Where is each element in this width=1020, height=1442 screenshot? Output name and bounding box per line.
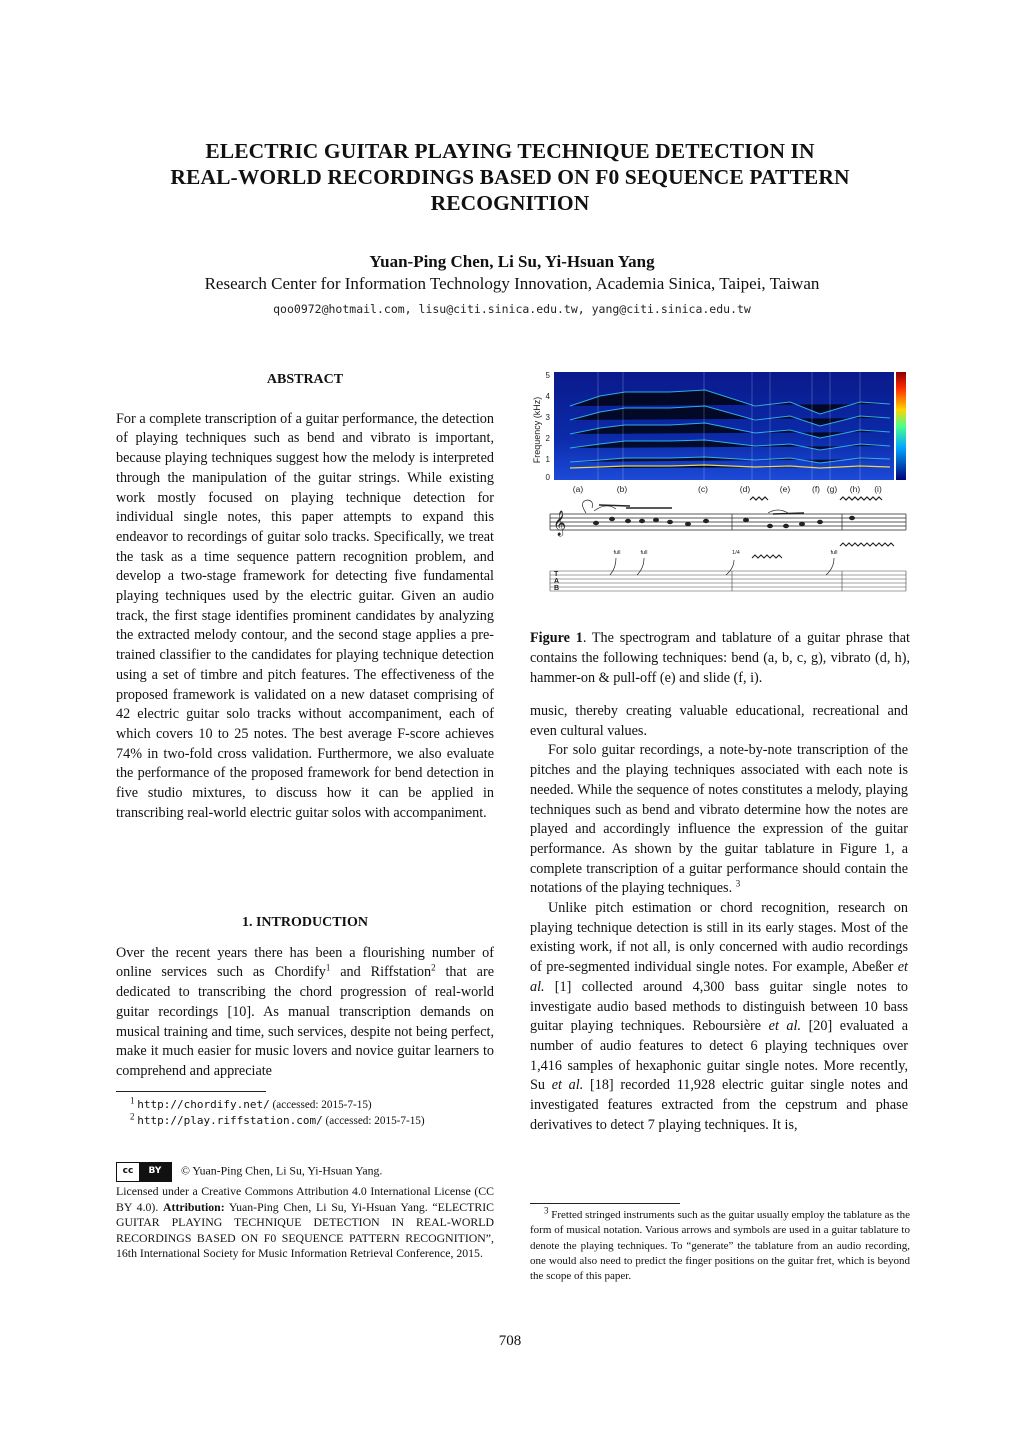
bend-mark-full-1: full (613, 550, 621, 556)
tab-vibrato-long-icon (840, 543, 894, 546)
right-paragraph-2: For solo guitar recordings, a note-by-note transcription of the pitches and the playing techniques associated with each note is needed. While the sequence of notes constitutes a melody, playing techniques such as bend and vibrato determine how the notes are played and accordingly influence the expression of the guitar performance. As shown by the guitar tablature in Figure 1, a complete transcription of a guitar performance should contain the notations of the playing techniques. $^3$ (530, 742, 908, 897)
footnote-1: $^1$ http://chordify.net/ (accessed: 2015-7-15) (130, 1095, 372, 1111)
figure-caption: Figure 1. The spectrogram and tablature of a guitar phrase that contains the following techniques: bend (a, b, c, g), vibrato (d, h), hammer-on & pull-off (e) and slide (f, i). (530, 630, 910, 686)
intro-heading: 1. INTRODUCTION (241, 915, 368, 930)
abstract-text: For a complete transcription of a guitar performance, the detection of playing techniques such as bend and vibrato is important, because playing techniques suggest how the melody is interpreted through the manipulation of the guitar strings. While existing work mostly focused on playing technique detection for individual single notes, this paper attempts to expand this endeavor to recordings of guitar solo tracks. Specifically, we treat the task as a time sequence pattern recognition problem, and develop a two-stage framework for detecting five fundamental playing techniques used by the electric guitar. Given an audio track, the first stage identifies prominent candidates by analyzing the extracted melody contour, and the second stage applies a pre-trained classifier to the candidates for playing technique detection using a set of timbre and pitch features. The effectiveness of the proposed framework is validated on a new dataset comprising of 42 electric guitar solo tracks without accompaniment, each of which covers 10 to 25 notes. The best average F-score achieves 74% in two-fold cross validation. Furthermore, we also evaluate the performance of the proposed framework for bend detection in five studio mixtures, to discuss how it can be applied in transcribing real-world electric guitar solos with accompaniment. (116, 410, 494, 821)
emails: qoo0972@hotmail.com, lisu@citi.sinica.edu.tw, yang@citi.sinica.edu.tw (273, 302, 751, 316)
label-c: (c) (698, 484, 708, 494)
tab-letter-a: A (554, 578, 560, 585)
left-column (116, 370, 494, 823)
figure-label: Figure 1 (530, 630, 583, 646)
colorbar (896, 372, 906, 480)
authors: Yuan-Ping Chen, Li Su, Yi-Hsuan Yang (369, 252, 655, 271)
right-paragraph-1: music, thereby creating valuable educational, recreational and even cultural values. (530, 703, 908, 739)
label-g: (g) (826, 484, 838, 494)
right-column (530, 702, 908, 1135)
vibrato-long-icon (840, 497, 882, 500)
ytick-0: 0 (545, 473, 550, 482)
paper-title (60, 138, 960, 216)
title-line-3: RECOGNITION (430, 191, 590, 215)
label-a: (a) (572, 484, 584, 494)
license-text: Licensed under a Creative Commons Attribution 4.0 International License (CC BY 4.0). Attribution: Yuan-Ping Chen, Li Su, Yi-Hsuan Yang. “ELECTRIC GUITAR PLAYING TECHNIQUE DETECTION IN REAL-WORLD RECORDINGS BASED ON F0 SEQUENCE PATTERN RECOGNITION”, 16th International Society for Music Information Retrieval Conference, 2015. (116, 1184, 494, 1261)
license-block (116, 1162, 494, 1262)
label-d: (d) (739, 484, 751, 494)
creative-commons-icon: cc BY (116, 1162, 172, 1182)
label-i: (i) (874, 484, 882, 494)
footnote-rule-left (116, 1091, 266, 1092)
figure-1 (530, 368, 910, 608)
riffstation-link[interactable]: http://play.riffstation.com/ (137, 1114, 323, 1127)
abstract-heading: ABSTRACT (266, 372, 344, 387)
label-f: (f) (811, 484, 821, 494)
ytick-2: 2 (545, 434, 550, 443)
intro-paragraph: Over the recent years there has been a flourishing number of online services such as Chordify$^1$ and Riffstation$^2$ that are dedicated to transcribing the chord progression of real-world guitar recordings [10]. As manual transcription demands on musical training and time, such services, despite not being perfect, make it much easier for music lovers and novice guitar learners to comprehend and appreciate (116, 944, 494, 1079)
chordify-link[interactable]: http://chordify.net/ (137, 1098, 270, 1111)
tablature-lines (550, 571, 906, 591)
title-line-1: ELECTRIC GUITAR PLAYING TECHNIQUE DETECTION IN (205, 139, 815, 163)
footnote-3: $^3$ Fretted stringed instruments such as the guitar usually employ the tablature as the form of musical notation. Various arrows and symbols are used in a guitar tablature to denote the playing techniques. To “generate” the tablature from an audio recording, one would also need to predict the finger positions on the guitar fret, which is beyond the scope of this paper. (530, 1205, 910, 1283)
footnote-rule-right (530, 1203, 680, 1204)
tab-letter-b: B (554, 585, 560, 592)
label-e: (e) (779, 484, 791, 494)
vibrato-icon (750, 497, 768, 500)
right-paragraph-3: Unlike pitch estimation or chord recognition, research on playing technique detection is still in its early stages. Most of the existing work, if not all, is only concerned with audio recordings of pre-segmented individual single notes. For example, Abeßer et al. [1] collected around 4,300 bass guitar single notes to investigate audio based methods to distinguish between 10 bass guitar playing techniques. Reboursière et al. [20] evaluated a number of audio features to detect 6 playing techniques over 1,416 samples of hexaphonic guitar single notes. More recently, Su et al. [18] recorded 11,928 electric guitar single notes and investigated features extracted from the cepstrum and phase derivatives to detect 7 playing techniques. It is, (530, 900, 909, 1133)
spectrogram-ylabel: Frequency (kHz) (532, 396, 542, 464)
ytick-1: 1 (545, 455, 550, 464)
tab-bend-arrows (610, 558, 834, 575)
page-number: 708 (498, 1333, 522, 1349)
staff-beams (599, 505, 804, 514)
bend-mark-full-2: full (640, 550, 648, 556)
ytick-3: 3 (545, 413, 550, 422)
label-b: (b) (616, 484, 628, 494)
footnote-2: $^2$ http://play.riffstation.com/ (accessed: 2015-7-15) (130, 1111, 425, 1127)
ytick-4: 4 (545, 392, 550, 401)
label-h: (h) (849, 484, 861, 494)
tab-vibrato-icon (752, 555, 782, 558)
bend-mark-quarter: 1/4 (732, 550, 740, 556)
intro-section (116, 913, 494, 1082)
ytick-5: 5 (545, 371, 550, 380)
copyright-line: © Yuan-Ping Chen, Li Su, Yi-Hsuan Yang. (180, 1163, 383, 1178)
title-line-2: REAL-WORLD RECORDINGS BASED ON F0 SEQUENCE PATTERN (170, 165, 850, 189)
tab-letter-t: T (554, 571, 559, 578)
affiliation: Research Center for Information Technology Innovation, Academia Sinica, Taipei, Taiwan (204, 274, 820, 293)
bend-mark-full-3: full (830, 550, 838, 556)
spectrogram (554, 372, 894, 480)
treble-clef-icon: 𝄞 (553, 511, 567, 536)
slur-marks (582, 500, 788, 513)
